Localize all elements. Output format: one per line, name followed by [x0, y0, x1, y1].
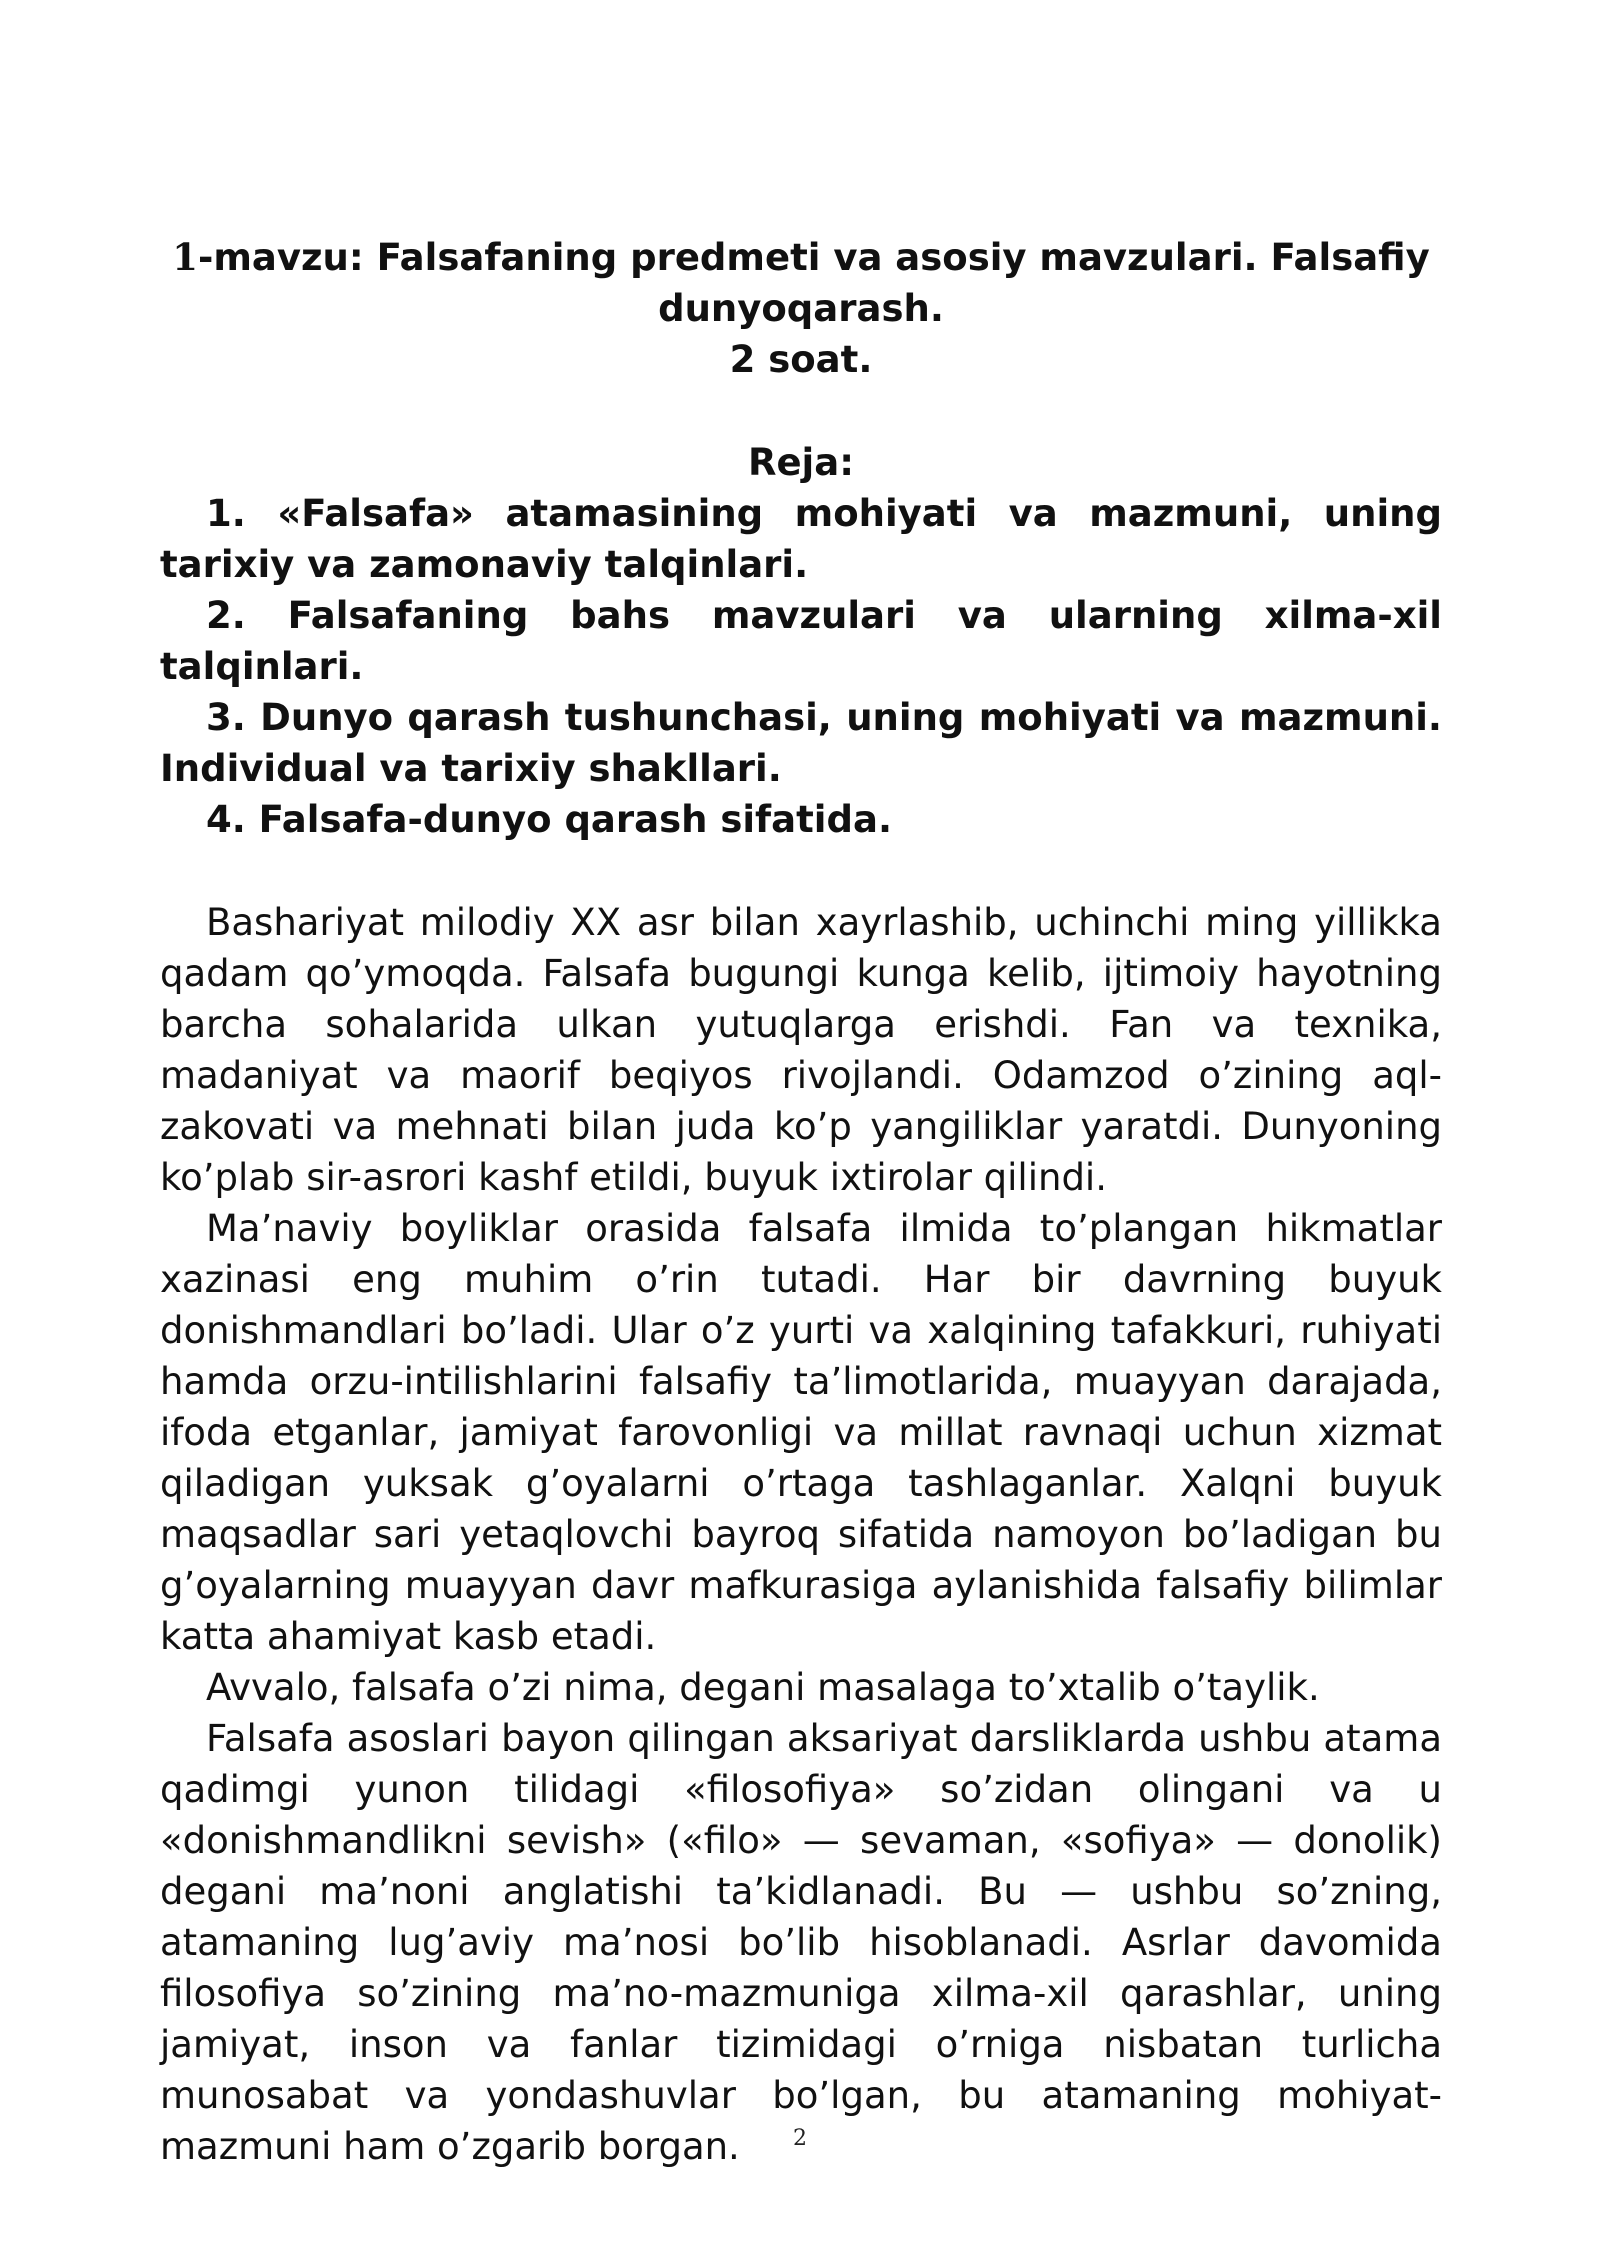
paragraph-3: Avvalo, falsafa o’zi nima, degani masalaga to’xtalib o’taylik.: [206, 1666, 1320, 1709]
plan-list: [160, 488, 1442, 845]
page-number: 2: [793, 2126, 807, 2151]
title-hours: 2 soat.: [729, 338, 873, 381]
paragraph-4: Falsafa asoslari bayon qilingan aksariyat darsliklarda ushbu atama qadimgi yunon tilidagi «filosofiya» so’zidan olingani va u «donishmandlikni sevish» («filo» — sevaman, «sofiya» — donolik) degani ma’noni anglatishi ta’kidlanadi. Bu — ushbu so’zning, atamaning lug’aviy ma’nosi bo’lib hisoblanadi. Asrlar davomida filosofiya so’zining ma’no-mazmuniga xilma-xil qarashlar, uning jamiyat, inson va fanlar tizimidagi o’rniga nisbatan turlicha munosabat va yondashuvlar bo’lgan, bu atamaning mohiyat-mazmuni ham o’zgarib borgan.: [160, 1717, 1442, 2168]
plan-heading: Reja:: [747, 441, 855, 484]
plan-item-2: 2. Falsafaning bahs mavzulari va ularning xilma-xil talqinlari.: [160, 594, 1442, 688]
paragraph-2: Ma’naviy boyliklar orasida falsafa ilmida to’plangan hikmatlar xazinasi eng muhim o’rin tutadi. Har bir davrning buyuk donishmandlari bo’ladi. Ular o’z yurti va xalqining tafakkuri, ruhiyati hamda orzu-intilishlarini falsafiy ta’limotlarida, muayyan darajada, ifoda etganlar, jamiyat farovonligi va millat ravnaqi uchun xizmat qiladigan yuksak g’oyalarni o’rtaga tashlaganlar. Xalqni buyuk maqsadlar sari yetaqlovchi bayroq sifatida namoyon bo’ladigan bu g’oyalarning muayyan davr mafkurasiga aylanishida falsafiy bilimlar katta ahamiyat kasb etadi.: [160, 1207, 1442, 1658]
page-title: [160, 232, 1442, 385]
body-text: [160, 897, 1442, 2172]
document-page: [160, 232, 1442, 2172]
paragraph-1: Bashariyat milodiy XX asr bilan xayrlashib, uchinchi ming yillikka qadam qo’ymoqda. Falsafa bugungi kunga kelib, ijtimoiy hayotning barcha sohalarida ulkan yutuqlarga erishdi. Fan va texnika, madaniyat va maorif beqiyos rivojlandi. Odamzod o’zining aql-zakovati va mehnati bilan juda ko’p yangiliklar yaratdi. Dunyoning ko’plab sir-asrori kashf etildi, buyuk ixtirolar qilindi.: [160, 901, 1442, 1199]
title-line-2: dunyoqarash.: [658, 287, 944, 330]
plan-item-3: 3. Dunyo qarash tushunchasi, uning mohiyati va mazmuni. Individual va tarixiy shakllari.: [160, 696, 1442, 790]
plan-item-1: 1. «Falsafa» atamasining mohiyati va mazmuni, uning tarixiy va zamonaviy talqinlari.: [160, 492, 1442, 586]
title-number: 1: [172, 235, 199, 279]
title-line-1: [160, 232, 1442, 283]
title-text: -mavzu: Falsafaning predmeti va asosiy mavzulari. Falsafiy: [198, 236, 1430, 279]
plan-item-4: 4. Falsafa-dunyo qarash sifatida.: [206, 798, 892, 841]
